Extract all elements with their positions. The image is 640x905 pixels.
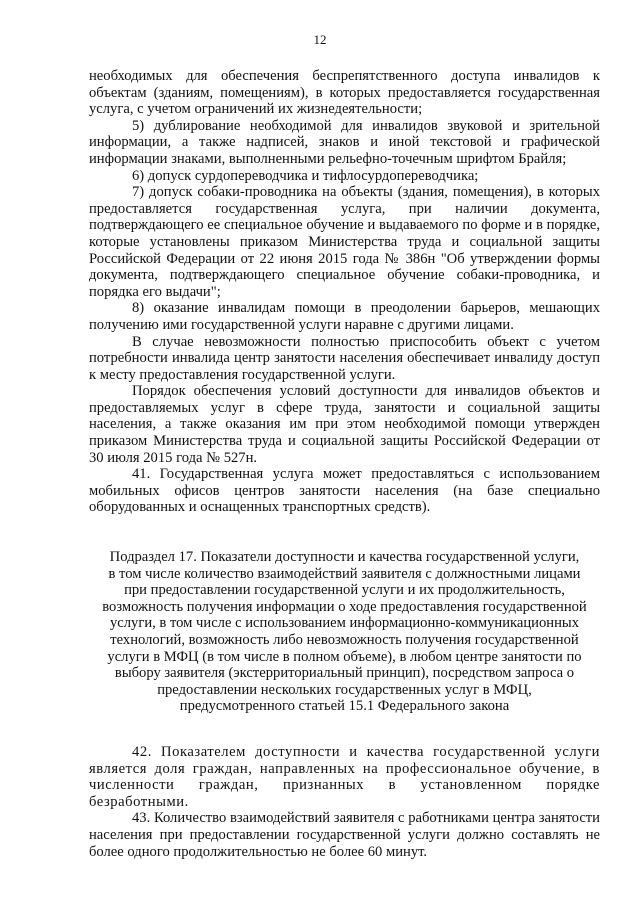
- body-text-bottom: [89, 744, 600, 860]
- heading-line: предоставлении нескольких государственных услуг в МФЦ,: [157, 681, 532, 698]
- page-number: 12: [313, 32, 327, 47]
- paragraph-item-8: 8) оказание инвалидам помощи в преодолении барьеров, мешающих получению ими государственной услуги наравне с другими лицами.: [89, 300, 600, 333]
- paragraph-item-7: 7) допуск собаки-проводника на объекты (здания, помещения), в которых предоставляется государственная услуга, при наличии документа, подтверждающего ее специальное обучение и выдаваемого по форме и в порядке, которые установлены приказом Министерства труда и социальной защиты Российской Федерации от 22 июня 2015 года № 386н "Об утверждении формы документа, подтверждающего специальное обучение собаки-проводника, и порядка его выдачи";: [89, 184, 600, 300]
- heading-line: выбору заявителя (экстерриториальный принцип), посредством запроса о: [114, 665, 575, 682]
- paragraph-item-6: 6) допуск сурдопереводчика и тифлосурдопереводчика;: [132, 167, 479, 184]
- heading-line: технологий, возможность либо невозможность получения государственной: [110, 631, 579, 648]
- paragraph-order: Порядок обеспечения условий доступности для инвалидов объектов и предоставляемых услуг в сфере труда, занятости и социальной защиты населения, а также оказания им при этом необходимой помощи утвержден приказом Министерства труда и социальной защиты Российской Федерации от 30 июля 2015 года № 527н.: [89, 383, 600, 466]
- paragraph-continuation: необходимых для обеспечения беспрепятственного доступа инвалидов к объектам (зданиям, помещениям), в которых предоставляется государственная услуга, с учетом ограничений их жизнедеятельности;: [89, 68, 600, 118]
- heading-line: в том числе количество взаимодействий заявителя с должностными лицами: [108, 565, 581, 582]
- heading-line: услуги, в том числе с использованием информационно-коммуникационных: [109, 615, 579, 632]
- heading-line: предусмотренного статьей 15.1 Федерального закона: [179, 698, 510, 715]
- paragraph-43: 43. Количество взаимодействий заявителя с работниками центра занятости населения при предоставлении государственной услуги должно составлять не более одного продолжительностью не более 60 минут.: [89, 810, 600, 860]
- paragraph-42: 42. Показателем доступности и качества государственной услуги является доля граждан, направленных на профессиональное обучение, в численности граждан, признанных в установленном порядке безработными.: [89, 744, 600, 810]
- heading-line: услуги в МФЦ (в том числе в полном объеме), в любом центре занятости по: [107, 648, 582, 665]
- paragraph-41: 41. Государственная услуга может предоставляться с использованием мобильных офисов центров занятости населения (на базе специально оборудованных и оснащенных транспортных средств).: [89, 466, 600, 516]
- subsection-heading: [89, 549, 600, 715]
- heading-line: возможность получения информации о ходе предоставления государственной: [102, 598, 587, 615]
- heading-line: Подраздел 17. Показатели доступности и качества государственной услуги,: [109, 549, 580, 565]
- paragraph-impossibility: В случае невозможности полностью приспособить объект с учетом потребности инвалида центр занятости населения обеспечивает инвалиду доступ к месту предоставления государственной услуги.: [89, 333, 600, 383]
- paragraph-item-5: 5) дублирование необходимой для инвалидов звуковой и зрительной информации, а также надписей, знаков и иной текстовой и графической информации знаками, выполненными рельефно-точечным шрифтом Брайля;: [89, 117, 600, 167]
- heading-line: при предоставлении государственной услуги и их продолжительность,: [124, 582, 565, 599]
- body-text-top: [89, 68, 600, 516]
